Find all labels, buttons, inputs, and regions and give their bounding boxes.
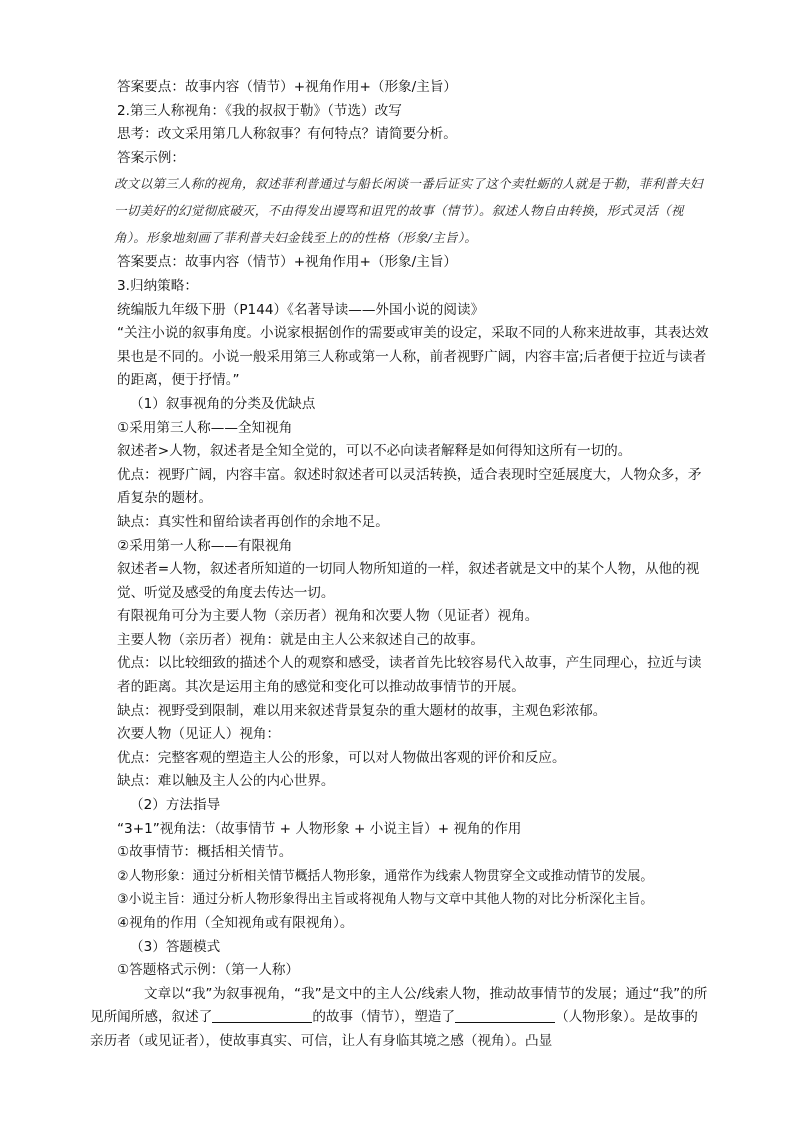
- paragraph: 次要人物（见证人）视角：: [117, 726, 281, 743]
- subsection-heading: （1）叙事视角的分类及优缺点: [130, 395, 316, 412]
- paragraph: 叙述者=人物，叙述者所知道的一切同人物所知道的一样，叙述者就是文中的某个人物，从他的视觉、听觉及感受的角度去传达一切。: [117, 561, 700, 601]
- method-formula: “3+1”视角法：（故事情节 + 人物形象 + 小说主旨）+ 视角的作用: [117, 820, 522, 837]
- list-item: ③小说主旨：通过分析人物形象得出主旨或将视角人物与文章中其他人物的对比分析深化主旨。: [117, 892, 654, 908]
- answer-points-line: 答案要点：故事内容（情节）+视角作用+（形象/主旨）: [117, 254, 458, 271]
- paragraph: 优点：以比较细致的描述个人的观察和感受，读者首先比较容易代入故事，产生同理心，拉近与读者的距离。其次是运用主角的感觉和变化可以推动故事情节的开展。: [117, 655, 702, 696]
- answer-template-paragraph: [90, 983, 710, 1054]
- list-item: ①故事情节：概括相关情节。: [117, 844, 293, 861]
- paragraph: 缺点：真实性和留给读者再创作的余地不足。: [117, 513, 389, 530]
- subsection-heading: （3）答题模式: [130, 938, 221, 955]
- quote-paragraph: “关注小说的叙事角度。小说家根据创作的需要或审美的设定，采取不同的人称来进故事，其表达效果也是不同的。小说一般采用第三人称或第一人称，前者视野广阔，内容丰富;后者便于拉近与读者的距离，便于抒情。”: [117, 325, 709, 389]
- template-text: 文章以“我”为叙事视角，“我”是文中的主人公/线索人物，推动故事情节的发展；通过“我”的所见所闻所感，叙述了: [90, 985, 708, 1026]
- paragraph: 有限视角可分为主要人物（亲历者）视角和次要人物（见证者）视角。: [117, 608, 539, 625]
- list-item: ②采用第一人称——有限视角: [117, 537, 293, 554]
- section-heading: 3.归纳策略：: [117, 277, 198, 294]
- paragraph: 缺点：难以触及主人公的内心世界。: [117, 773, 335, 790]
- paragraph: 缺点：视野受到限制，难以用来叙述背景复杂的重大题材的故事，主观色彩浓郁。: [117, 702, 607, 719]
- list-item: ④视角的作用（全知视角或有限视角）。: [117, 915, 354, 931]
- template-text: 的故事（情节），塑造了: [312, 1009, 456, 1026]
- textbook-reference: 统编版九年级下册（P144）《名著导读——外国小说的阅读》: [117, 301, 485, 318]
- fill-blank[interactable]: [212, 1008, 312, 1023]
- fill-blank[interactable]: [455, 1008, 555, 1023]
- paragraph: 优点：完整客观的塑造主人公的形象，可以对人物做出客观的评价和反应。: [117, 749, 566, 766]
- answer-points-line: 答案要点：故事内容（情节）+视角作用+（形象/主旨）: [117, 79, 458, 95]
- section-heading: 2.第三人称视角：《我的叔叔于勒》（节选）改写: [117, 102, 402, 119]
- document-body: [90, 76, 710, 1054]
- subsection-heading: （2）方法指导: [130, 797, 221, 814]
- question-line: 思考：改文采用第几人称叙事？有何特点？请简要分析。: [117, 126, 457, 143]
- answer-example-label: 答案示例：: [117, 149, 185, 166]
- paragraph: 叙述者>人物，叙述者是全知全觉的，可以不必向读者解释是如何得知这所有一切的。: [117, 443, 632, 460]
- template-text: （人物形象）。是故事的亲历者（或见证者），使故事真实、可信，让人有身临其境之感（视角）。凸显: [90, 1009, 698, 1049]
- list-item: ①答题格式示例：（第一人称）: [117, 962, 300, 979]
- handwritten-answer: 改文以第三人称的视角，叙述菲利普通过与船长闲谈一番后证实了这个卖牡蛎的人就是于勒，菲利普夫妇一切美好的幻觉彻底破灭，不由得发出谩骂和诅咒的故事（情节）。叙述人物自由转换，形式灵活（视角）。形象地刻画了菲利普夫妇金钱至上的的性格（形象/主旨）。: [114, 176, 703, 246]
- paragraph: 主要人物（亲历者）视角：就是由主人公来叙述自己的故事。: [117, 631, 485, 648]
- paragraph: 优点：视野广阔，内容丰富。叙述时叙述者可以灵活转换，适合表现时空延展度大，人物众多，矛盾复杂的题材。: [117, 466, 702, 507]
- list-item: ②人物形象：通过分析相关情节概括人物形象，通常作为线索人物贯穿全文或推动情节的发展。: [117, 868, 654, 884]
- list-item: ①采用第三人称——全知视角: [117, 419, 293, 436]
